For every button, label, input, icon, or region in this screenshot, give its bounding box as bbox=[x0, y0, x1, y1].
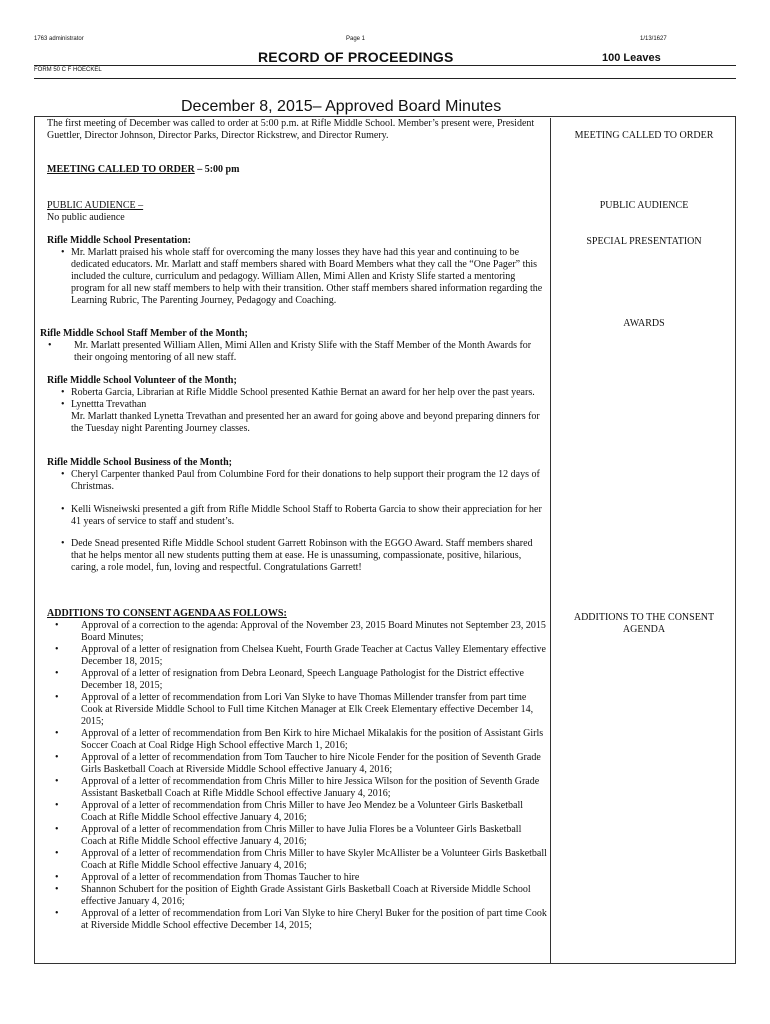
sidebar-public: PUBLIC AUDIENCE bbox=[599, 200, 689, 211]
sidebar-meeting: MEETING CALLED TO ORDER bbox=[574, 130, 714, 141]
staff-member-heading: Rifle Middle School Staff Member of the Month; bbox=[40, 328, 248, 339]
page-title: December 8, 2015– Approved Board Minutes bbox=[181, 98, 502, 115]
list-item: • Approval of a letter of recommendation from Chris Miller to hire Jessica Wilson for the position of Seventh Grade Assistant Basketball Coach at Rifle Middle School effective January 4, 2016; bbox=[81, 776, 547, 800]
volunteer-section bbox=[47, 375, 547, 435]
list-item: • Approval of a letter of resignation from Chelsea Kueht, Fourth Grade Teacher at Cactus Valley Elementary effective December 18, 2015; bbox=[81, 644, 547, 668]
presentation-heading: Rifle Middle School Presentation: bbox=[47, 235, 191, 246]
list-item: • Dede Snead presented Rifle Middle School student Garrett Robinson with the EGGO Award. Staff members shared that he helps mentor all new students putting them at ease. He is unassuming, compassionate, positive, hilarious, caring, a role model, fun, loving and respectful. Congratulations Garrett! bbox=[71, 538, 547, 574]
volunteer-heading: Rifle Middle School Volunteer of the Month; bbox=[47, 375, 237, 386]
list-item: • Mr. Marlatt presented William Allen, Mimi Allen and Kristy Slife with the Staff Member of the Month Awards for their ongoing mentoring of all new staff. bbox=[74, 340, 545, 364]
list-item: • Lynettta Trevathan bbox=[71, 399, 547, 411]
kelli-section bbox=[47, 504, 547, 528]
sidebar-consent: ADDITIONS TO THE CONSENT AGENDA bbox=[573, 612, 715, 635]
consent-section bbox=[47, 608, 547, 932]
dede-section bbox=[47, 538, 547, 574]
volunteer-detail: Mr. Marlatt thanked Lynetta Trevathan and presented her an award for going above and beyond preparing dinners for the Tuesday night Parenting Journey classes. bbox=[71, 411, 540, 434]
column-divider bbox=[550, 118, 551, 964]
list-item: • Approval of a letter of resignation from Debra Leonard, Speech Language Pathologist for the District effective December 18, 2015; bbox=[81, 668, 547, 692]
staff-member-section bbox=[40, 328, 545, 364]
intro-paragraph: The first meeting of December was called to order at 5:00 p.m. at Rifle Middle School. Member’s present were, President Guettler, Director Johnson, Director Parks, Director Rickstrew, and Director Rumery. bbox=[47, 118, 535, 141]
sidebar-special: SPECIAL PRESENTATION bbox=[586, 236, 702, 247]
list-item: • Approval of a letter of recommendation from Chris Miller to have Skyler McAllister be a Volunteer Girls Basketball Coach at Rifle Middle School effective January 4, 2016; bbox=[81, 848, 547, 872]
list-item: • Approval of a letter of recommendation from Thomas Taucher to hire bbox=[81, 872, 547, 884]
list-item: • Approval of a letter of recommendation from Tom Taucher to hire Nicole Fender for the position of Seventh Grade Girls Basketball Coach at Riverside Middle School effective January 4, 2016; bbox=[81, 752, 547, 776]
list-item: • Approval of a correction to the agenda: Approval of the November 23, 2015 Board Minutes not September 23, 2015 Board Minutes; bbox=[81, 620, 547, 644]
list-item: • Approval of a letter of recommendation from Chris Miller to have Julia Flores be a Volunteer Girls Basketball Coach at Rifle Middle School effective January 4, 2016; bbox=[81, 824, 547, 848]
list-item: • Roberta Garcia, Librarian at Rifle Middle School presented Kathie Bernat an award for her help over the past years. bbox=[71, 387, 547, 399]
business-section bbox=[47, 457, 547, 493]
header-rule bbox=[34, 65, 736, 66]
presentation-section bbox=[47, 235, 547, 307]
sidebar-awards: AWARDS bbox=[623, 318, 665, 329]
header-rule-2 bbox=[34, 78, 736, 79]
list-item: • Approval of a letter of recommendation from Lori Van Slyke to have Thomas Millender transfer from part time Cook at Riverside Middle School to Full time Kitchen Manager at Elk Creek Elementary effective December 14, 2015; bbox=[81, 692, 547, 728]
header-date: 1/13/1627 bbox=[640, 36, 667, 42]
business-heading: Rifle Middle School Business of the Month; bbox=[47, 457, 233, 468]
meeting-called-heading: MEETING CALLED TO ORDER bbox=[47, 164, 195, 175]
record-title: RECORD OF PROCEEDINGS bbox=[258, 49, 454, 65]
list-item: • Approval of a letter of recommendation from Chris Miller to have Jeo Mendez be a Volunteer Girls Basketball Coach at Rifle Middle School effective January 4, 2016; bbox=[81, 800, 547, 824]
list-item: • Kelli Wisneiwski presented a gift from Rifle Middle School Staff to Roberta Garcia to show their appreciation for her 41 years of service to staff and student’s. bbox=[71, 504, 547, 528]
header-page: Page 1 bbox=[346, 36, 366, 42]
header-user: 1763 administrator bbox=[34, 36, 84, 42]
list-item: • Approval of a letter of recommendation from Lori Van Slyke to hire Cheryl Buker for the position of part time Cook at Riverside Middle School effective December 14, 2015; bbox=[81, 908, 547, 932]
public-audience-text: No public audience bbox=[47, 212, 125, 223]
public-audience-section bbox=[47, 200, 547, 224]
consent-heading: ADDITIONS TO CONSENT AGENDA AS FOLLOWS: bbox=[47, 608, 287, 619]
meeting-called-time: – 5:00 pm bbox=[194, 164, 240, 175]
public-audience-heading: PUBLIC AUDIENCE – bbox=[47, 200, 144, 211]
list-item: • Cheryl Carpenter thanked Paul from Columbine Ford for their donations to help support their program the 12 days of Christmas. bbox=[71, 469, 547, 493]
list-item: • Shannon Schubert for the position of Eighth Grade Assistant Girls Basketball Coach at Riverside Middle School effective January 4, 2016; bbox=[81, 884, 547, 908]
list-item: • Approval of a letter of recommendation from Ben Kirk to hire Michael Mikalakis for the position of Assistant Girls Soccer Coach at Coal Ridge High School effective March 1, 2016; bbox=[81, 728, 547, 752]
form-label: FORM 50 C F HOECKEL bbox=[34, 67, 102, 73]
consent-list bbox=[47, 620, 547, 932]
leaves-label: 100 Leaves bbox=[602, 52, 661, 64]
meeting-called-section bbox=[47, 164, 547, 176]
list-item: • Mr. Marlatt praised his whole staff for overcoming the many losses they have had this year and continuing to be dedicated educators. Mr. Marlatt and staff members shared with Board Members what they call the “One Pager” this included the culture, curriculum and pedagogy. William Allen, Mimi Allen and Kristy Slife started a mentoring program for all new staff members to help with their transition. Other staff members shared information regarding the Learning Rubric, The Parenting Journey, Pedagogy and Coaching. bbox=[71, 247, 547, 307]
